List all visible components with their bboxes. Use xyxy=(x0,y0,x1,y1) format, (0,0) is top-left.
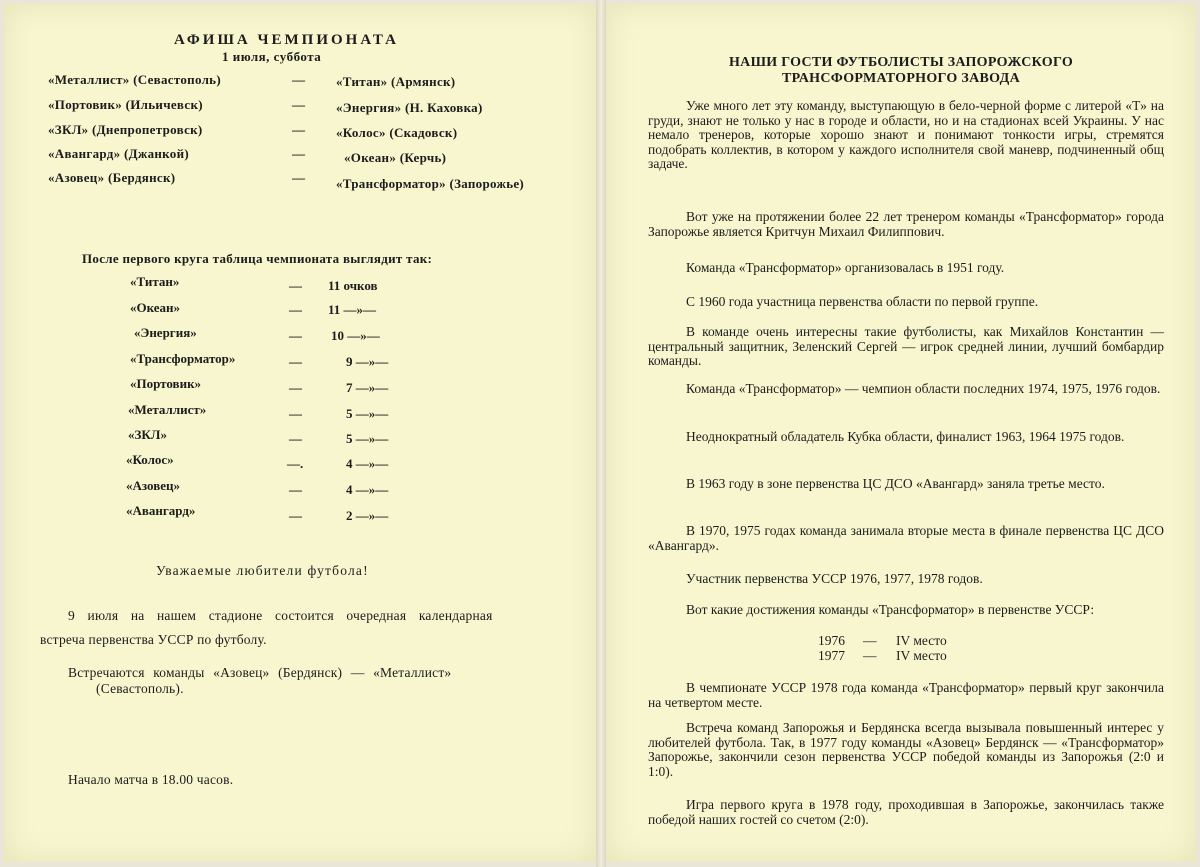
standings-team: «Трансформатор» xyxy=(130,351,236,366)
article-paragraph: Вот какие достижения команды «Трансформатор» в первенстве УССР: xyxy=(686,602,1095,617)
greeting: Уважаемые любители футбола! xyxy=(156,563,369,578)
fixture-away: «Колос» (Скадовск) xyxy=(336,125,458,140)
standings-points: 2 —»— xyxy=(346,508,389,523)
article-paragraph: В 1963 году в зоне первенства ЦС ДСО «Авангард» заняла третье место. xyxy=(686,476,1105,491)
standings-points: 9 —»— xyxy=(346,354,389,369)
article-paragraph: Неоднократный обладатель Кубка области, финалист 1963, 1964 1975 годов. xyxy=(686,429,1125,444)
fixture-home: «Авангард» (Джанкой) xyxy=(48,146,190,161)
standings-intro: После первого круга таблица чемпионата выглядит так: xyxy=(82,251,433,266)
fixture-away: «Океан» (Керчь) xyxy=(344,150,447,165)
fixtures-title: АФИША ЧЕМПИОНАТА xyxy=(174,32,399,48)
standings-team: «Азовец» xyxy=(126,478,180,493)
achievement-place: IV место xyxy=(896,648,947,663)
article-paragraph: В 1970, 1975 годах команда занимала вторые места в финале первенства ЦС ДСО «Авангард». xyxy=(648,523,1164,553)
standings-dash: —. xyxy=(287,456,304,471)
article-paragraph: В чемпионате УССР 1978 года команда «Трансформатор» первый круг закончила на четвертом месте. xyxy=(648,680,1164,710)
achievement-year: 1976 xyxy=(818,633,845,648)
announcement-line: встреча первенства УССР по футболу. xyxy=(40,632,267,647)
standings-dash: — xyxy=(289,354,302,369)
standings-points: 10 —»— xyxy=(331,328,380,343)
page-fold xyxy=(596,0,606,867)
standings-team: «Портовик» xyxy=(130,376,202,391)
article-paragraph: Вот уже на протяжении более 22 лет тренером команды «Трансформатор» города Запорожье является Критчун Михаил Филиппович. xyxy=(648,209,1164,239)
left-page xyxy=(4,4,596,862)
article-title-line2: ТРАНСФОРМАТОРНОГО ЗАВОДА xyxy=(782,71,1020,86)
fixture-home: «Металлист» (Севастополь) xyxy=(48,72,221,87)
article-title-line1: НАШИ ГОСТИ ФУТБОЛИСТЫ ЗАПОРОЖСКОГО xyxy=(728,55,1074,70)
standings-dash: — xyxy=(289,482,302,497)
standings-team: «Металлист» xyxy=(128,402,207,417)
fixture-away: «Титан» (Армянск) xyxy=(336,74,456,89)
article-paragraph: В команде очень интересны такие футболисты, как Михайлов Константин — центральный защитник, Зеленский Сергей — игрок средней линии, лучший бомбардир команды. xyxy=(648,324,1164,368)
standings-dash: — xyxy=(289,328,302,343)
fixture-dash: — xyxy=(292,170,305,185)
standings-dash: — xyxy=(289,508,302,523)
article-paragraph: Участник первенства УССР 1976, 1977, 1978 годов. xyxy=(686,571,983,586)
standings-points: 7 —»— xyxy=(346,380,389,395)
kickoff-time: Начало матча в 18.00 часов. xyxy=(68,772,234,787)
standings-team: «Титан» xyxy=(130,274,180,289)
fixture-dash: — xyxy=(292,146,305,161)
standings-points: 5 —»— xyxy=(346,406,389,421)
standings-team: «ЗКЛ» xyxy=(128,427,167,442)
standings-dash: — xyxy=(289,380,302,395)
article-paragraph: Команда «Трансформатор» — чемпион области последних 1974, 1975, 1976 годов. xyxy=(686,381,1161,396)
standings-dash: — xyxy=(289,278,302,293)
achievement-dash: — xyxy=(863,633,877,648)
achievement-place: IV место xyxy=(896,633,947,648)
standings-points: 4 —»— xyxy=(346,456,389,471)
announcement-line: Встречаются команды «Азовец» (Бердянск) — «Металлист» xyxy=(68,665,452,680)
standings-points: 11 —»— xyxy=(328,302,377,317)
standings-dash: — xyxy=(289,406,302,421)
article-paragraph: Команда «Трансформатор» организовалась в 1951 году. xyxy=(686,260,1005,275)
standings-points: 5 —»— xyxy=(346,431,389,446)
fixture-home: «Азовец» (Бердянск) xyxy=(48,170,176,185)
article-paragraph: Уже много лет эту команду, выступающую в бело-черной форме с литерой «Т» на груди, знают не только у нас в городе и области, но и на стадионах всей Украины. У нас немало тренеров, которые хорошо знают и понимают тонкости игры, стремятся подобрать коллектив, в котором у каждого исполнителя свой маневр, подчиненный общ задаче. xyxy=(648,98,1164,171)
standings-dash: — xyxy=(289,431,302,446)
fixture-home: «ЗКЛ» (Днепропетровск) xyxy=(48,122,203,137)
achievement-dash: — xyxy=(863,648,877,663)
fixture-home: «Портовик» (Ильичевск) xyxy=(48,97,203,112)
fixture-dash: — xyxy=(292,72,305,87)
standings-team: «Авангард» xyxy=(126,503,196,518)
fixture-dash: — xyxy=(292,97,305,112)
right-page xyxy=(606,4,1196,862)
standings-points: 11 очков xyxy=(328,278,378,293)
fixtures-date: 1 июля, суббота xyxy=(222,49,322,64)
fixture-away: «Трансформатор» (Запорожье) xyxy=(336,176,525,191)
article-paragraph: Встреча команд Запорожья и Бердянска всегда вызывала повышенный интерес у любителей футбола. Так, в 1977 году команды «Азовец» Бердянск — «Трансформатор» Запорожье, закончили сезон первенства УССР победой команды из Запорожья (2:0 и 1:0). xyxy=(648,720,1164,779)
achievement-year: 1977 xyxy=(818,648,845,663)
fixture-dash: — xyxy=(292,122,305,137)
standings-team: «Океан» xyxy=(130,300,181,315)
article-paragraph: Игра первого круга в 1978 году, проходившая в Запорожье, закончилась также победой наших гостей со счетом (2:0). xyxy=(648,797,1164,827)
standings-points: 4 —»— xyxy=(346,482,389,497)
standings-team: «Колос» xyxy=(126,452,174,467)
article-paragraph: С 1960 года участница первенства области по первой группе. xyxy=(686,294,1039,309)
standings-team: «Энергия» xyxy=(134,325,197,340)
announcement-line: 9 июля на нашем стадионе состоится очередная календарная xyxy=(68,608,493,623)
announcement-line: (Севастополь). xyxy=(96,681,184,696)
fixture-away: «Энергия» (Н. Каховка) xyxy=(336,100,483,115)
standings-dash: — xyxy=(289,302,302,317)
